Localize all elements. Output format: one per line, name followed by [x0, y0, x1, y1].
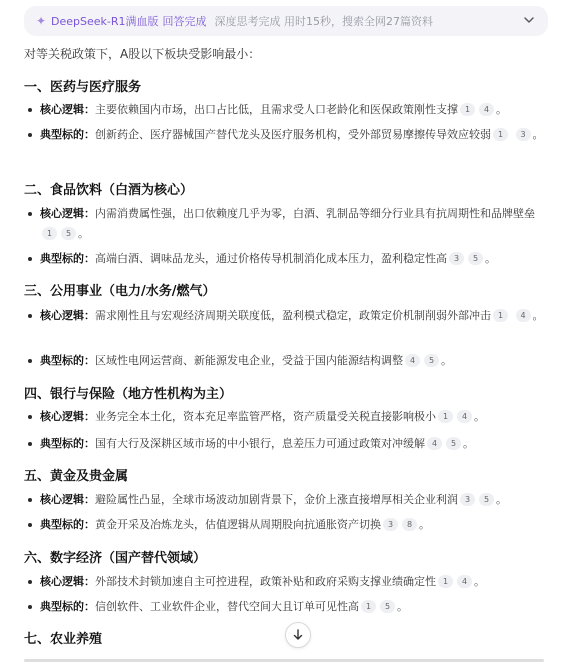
answer-status-banner[interactable] [24, 6, 548, 36]
item-label: 典型标的 [40, 437, 84, 450]
citation-badge[interactable]: 3 [449, 252, 464, 265]
section-heading: 一、医药与医疗服务 [24, 80, 142, 95]
list-item: 核心逻辑：避险属性凸显，全球市场波动加剧背景下，金价上涨直接增厚相关企业利润 3 5 。 [40, 490, 550, 510]
answer-intro: 对等关税政策下，A股以下板块受影响最小： [24, 47, 261, 61]
item-label: 典型标的 [40, 252, 84, 265]
citation-badge[interactable]: 1 [493, 128, 508, 141]
item-label: 核心逻辑 [40, 309, 84, 322]
item-text: 主要依赖国内市场，出口占比低，且需求受人口老龄化和医保政策刚性支撑 [95, 103, 458, 116]
answer-status: 回答完成 [162, 15, 207, 28]
item-label: 典型标的 [40, 128, 84, 141]
citation-badge[interactable]: 5 [446, 437, 461, 450]
list-item: 典型标的：高端白酒、调味品龙头，通过价格传导机制消化成本压力，盈利稳定性高 3 5 。 [40, 249, 550, 269]
list-item: 核心逻辑：需求刚性且与宏观经济周期关联度低，盈利模式稳定，政策定价机制削弱外部冲击 1 4 。 [40, 306, 548, 326]
list-item: 核心逻辑：外部技术封锁加速自主可控进程，政策补贴和政府采购支撑业绩确定性 1 4 。 [40, 572, 550, 592]
item-label: 核心逻辑 [40, 575, 84, 588]
item-label: 核心逻辑 [40, 410, 84, 423]
arrow-down-icon [291, 628, 305, 642]
truncated-content [24, 654, 544, 664]
citation-badge[interactable]: 4 [516, 309, 531, 322]
citation-badge[interactable]: 4 [479, 103, 494, 116]
scroll-to-bottom-button[interactable] [285, 622, 311, 648]
section-heading: 七、农业养殖 [24, 632, 103, 647]
citation-badge[interactable]: 5 [380, 600, 395, 613]
citation-badge[interactable]: 4 [405, 354, 420, 367]
list-item: 典型标的：区域性电网运营商、新能源发电企业，受益于国内能源结构调整 4 5 。 [40, 351, 550, 371]
citation-badge[interactable]: 1 [460, 103, 475, 116]
citation-badge[interactable]: 8 [402, 518, 417, 531]
citation-badge[interactable]: 5 [61, 227, 76, 240]
list-item: 典型标的：国有大行及深耕区域市场的中小银行，息差压力可通过政策对冲缓解 4 5 。 [40, 434, 550, 454]
citation-badge[interactable]: 1 [493, 309, 508, 322]
citation-badge[interactable]: 5 [468, 252, 483, 265]
list-item: 典型标的：黄金开采及冶炼龙头，估值逻辑从周期股向抗通胀资产切换 3 8 。 [40, 515, 550, 535]
item-label: 核心逻辑 [40, 207, 84, 220]
item-label: 典型标的 [40, 354, 84, 367]
thinking-detail: 深度思考完成 用时15秒，搜索全网27篇资料 [214, 15, 433, 28]
section-heading: 二、食品饮料（白酒为核心） [24, 183, 194, 198]
citation-badge[interactable]: 4 [457, 575, 472, 588]
item-text: 信创软件、工业软件企业，替代空间大且订单可见性高 [95, 600, 359, 613]
item-text: 高端白酒、调味品龙头，通过价格传导机制消化成本压力，盈利稳定性高 [95, 252, 447, 265]
citation-badge[interactable]: 5 [424, 354, 439, 367]
item-label: 典型标的 [40, 518, 84, 531]
item-text: 避险属性凸显，全球市场波动加剧背景下，金价上涨直接增厚相关企业利润 [95, 493, 458, 506]
item-text: 黄金开采及冶炼龙头，估值逻辑从周期股向抗通胀资产切换 [95, 518, 381, 531]
citation-badge[interactable]: 3 [460, 493, 475, 506]
section-heading: 五、黄金及贵金属 [24, 469, 129, 484]
citation-badge[interactable]: 3 [516, 128, 531, 141]
item-text: 外部技术封锁加速自主可控进程，政策补贴和政府采购支撑业绩确定性 [95, 575, 436, 588]
item-text: 业务完全本土化，资本充足率监管严格，资产质量受关税直接影响极小 [95, 410, 436, 423]
item-text: 区域性电网运营商、新能源发电企业，受益于国内能源结构调整 [95, 354, 403, 367]
citation-badge[interactable]: 1 [438, 410, 453, 423]
section-heading: 四、银行与保险（地方性机构为主） [24, 387, 233, 402]
item-label: 核心逻辑 [40, 493, 84, 506]
citation-badge[interactable]: 1 [438, 575, 453, 588]
list-item: 核心逻辑：业务完全本土化，资本充足率监管严格，资产质量受关税直接影响极小 1 4 。 [40, 407, 550, 427]
list-item: 核心逻辑：主要依赖国内市场，出口占比低，且需求受人口老龄化和医保政策刚性支撑 1 4 。 [40, 100, 550, 120]
list-item: 典型标的：信创软件、工业软件企业，替代空间大且订单可见性高 1 5 。 [40, 597, 550, 617]
section-heading: 六、数字经济（国产替代领域） [24, 551, 207, 566]
citation-badge[interactable]: 4 [457, 410, 472, 423]
item-label: 核心逻辑 [40, 103, 84, 116]
citation-badge[interactable]: 5 [479, 493, 494, 506]
item-text: 内需消费属性强，出口依赖度几乎为零，白酒、乳制品等细分行业具有抗周期性和品牌壁垒 [95, 207, 535, 220]
citation-badge[interactable]: 4 [427, 437, 442, 450]
citation-badge[interactable]: 1 [361, 600, 376, 613]
model-name: DeepSeek-R1满血版 [51, 15, 159, 28]
item-label: 典型标的 [40, 600, 84, 613]
item-text: 创新药企、医疗器械国产替代龙头及医疗服务机构，受外部贸易摩擦传导效应较弱 [95, 128, 491, 141]
citation-badge[interactable]: 3 [383, 518, 398, 531]
chevron-down-icon[interactable] [522, 13, 536, 27]
list-item: 典型标的：创新药企、医疗器械国产替代龙头及医疗服务机构，受外部贸易摩擦传导效应较弱 1 3 。 [40, 125, 548, 145]
list-item: 核心逻辑：内需消费属性强，出口依赖度几乎为零，白酒、乳制品等细分行业具有抗周期性和品牌壁垒1 5 。 [40, 204, 548, 244]
citation-badge[interactable]: 1 [42, 227, 57, 240]
sparkle-icon: ✦ [35, 14, 47, 28]
item-text: 国有大行及深耕区域市场的中小银行，息差压力可通过政策对冲缓解 [95, 437, 425, 450]
section-heading: 三、公用事业（电力/水务/燃气） [24, 284, 216, 299]
item-text: 需求刚性且与宏观经济周期关联度低，盈利模式稳定，政策定价机制削弱外部冲击 [95, 309, 491, 322]
